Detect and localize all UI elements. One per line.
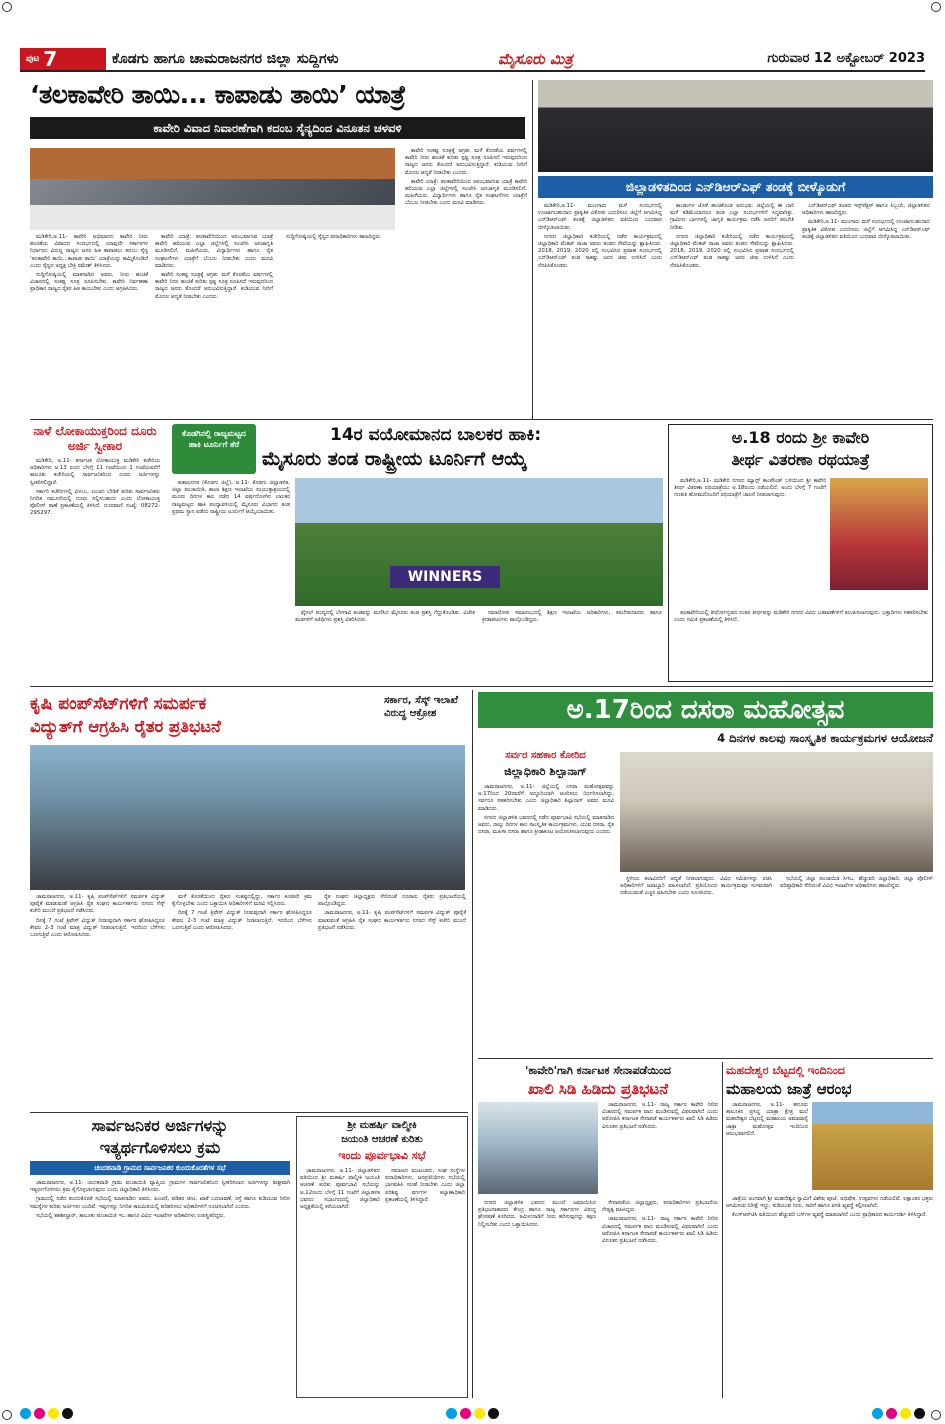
story11-body: ಚಾಮರಾಜನಗರ, ಅ.11- ಜಿಲ್ಲಾಡಳಿತದ ವತಿಯಿಂದ ಶ್ರೀ ಮಹರ್ಷಿ ವಾಲ್ಮೀಕಿ ಜಯಂತಿ ಆಚರಣೆ ಕುರಿತು ಪೂರ್ವಭಾವಿ ಸಭೆಯನ್ನು ಅ.12ರಂದು ಬೆಳಗ್ಗೆ 11 ಗಂಟೆಗೆ ಜಿಲ್ಲಾಡಳಿತ ಭವನದ ಸಭಾಂಗಣದಲ್ಲಿ ಜಿಲ್ಲಾಧಿಕಾರಿ ಅಧ್ಯಕ್ಷತೆಯಲ್ಲಿ ಕರೆಯಲಾಗಿದೆ.: [300, 1168, 380, 1211]
story10-headline-line2: ಇತ್ಯರ್ಥಗೊಳಿಸಲು ಕ್ರಮ: [99, 1138, 221, 1157]
story8-headline-line2: ಖಾಲಿ ಸಿಡಿ ಹಿಡಿದು ಪ್ರತಿಭಟನೆ: [527, 1080, 669, 1098]
vertical-divider: [532, 80, 533, 419]
registration-mark: [2, 2, 12, 12]
story4-body-col2: ಫೈನಲ್ ಪಂದ್ಯದಲ್ಲಿ ಬೆಳಗಾವಿ ತಂಡವನ್ನು ಮಣಿಸಿದ ಮೈಸೂರು ತಂಡ ಪ್ರಶಸ್ತಿ ಗೆದ್ದುಕೊಂಡಿತು. ವಿಜೇತ ತಂಡಗಳಿಗೆ ಅತಿಥಿಗಳು ಪ್ರಶಸ್ತಿ ವಿತರಿಸಿದರು.: [295, 610, 475, 624]
story6-body-col2: ಮಳೆ ಕೊರತೆಯಿಂದ ರೈತರು ಸಂಕಷ್ಟದಲ್ಲಿದ್ದು, ಸರ್ಕಾರ ಕೂಡಲೇ ಕ್ರಮ ಕೈಗೊಳ್ಳಬೇಕು ಎಂದು ಒತ್ತಾಯಿಸಿ ಅಧಿಕಾರಿಗಳಿಗೆ ಮನವಿ ಸಲ್ಲಿಸಿದರು. ದಿನಕ್ಕೆ 7 ಗಂಟೆ ತ್ರಿಫೇಸ್ ವಿದ್ಯುತ್ ನೀಡುವುದಾಗಿ ಸರ್ಕಾರ ಘೋಷಿಸಿದ್ದರೂ ಕೇವಲ 2-3 ಗಂಟೆ ಮಾತ್ರ ವಿದ್ಯುತ್ ನೀಡಲಾಗುತ್ತಿದೆ. ಇದರಿಂದ ಬೆಳೆಗಳು ಒಣಗುತ್ತಿವೆ ಎಂದು ಆರೋಪಿಸಿದರು.: [172, 894, 312, 931]
story7-body-col3: ಸಭೆಯಲ್ಲಿ ಜಿಲ್ಲಾ ಪಂಚಾಯಿತಿ ಸಿಇಒ, ಹೆಚ್ಚುವರಿ ಜಿಲ್ಲಾಧಿಕಾರಿ, ಜಿಲ್ಲಾ ಪೊಲೀಸ್ ವರಿಷ್ಠಾಧಿಕಾರಿ ಸೇರಿದಂತೆ ವಿವಿಧ ಇಲಾಖೆಗಳ ಅಧಿಕಾರಿಗಳು ಹಾಜರಿದ್ದರು.: [780, 876, 933, 890]
story5-body-col2: ತಲಕಾವೇರಿಯಲ್ಲಿ ತೀರ್ಥೋದ್ಭವದ ನಂತರ ತೀರ್ಥವನ್ನು ಮಡಿಕೇರಿ ನಗರದ ವಿವಿಧ ಬಡಾವಣೆಗಳಿಗೆ ತಲುಪಿಸಲಾಗುವುದು. ಭಕ್ತಾದಿಗಳು ಸಹಕರಿಸಬೇಕು ಎಂದು ಸಮಿತಿ ಪ್ರಕಟಣೆಯಲ್ಲಿ ತಿಳಿಸಿದೆ.: [674, 610, 928, 624]
story11-body-col2: ಸಮಾಜದ ಮುಖಂಡರು, ಸಂಘ ಸಂಸ್ಥೆಗಳ ಪದಾಧಿಕಾರಿಗಳು, ಜನಪ್ರತಿನಿಧಿಗಳು ಸಭೆಯಲ್ಲಿ ಭಾಗವಹಿಸಿ ಸಲಹೆ ನೀಡಬೇಕು ಎಂದು ಜಿಲ್ಲಾ ಪರಿಶಿಷ್ಟ ವರ್ಗಗಳ ಕಲ್ಯಾಣಾಧಿಕಾರಿ ಪ್ರಕಟಣೆಯಲ್ಲಿ ತಿಳಿಸಿದ್ದಾರೆ.: [385, 1168, 465, 1203]
story5-headline-line2: ತೀರ್ಥ ವಿತರಣಾ ರಥಯಾತ್ರೆ: [731, 450, 870, 469]
story10-kicker: ಚಂದಕವಾಡಿ ಗ್ರಾಮದ ಸಾರ್ವಜನಿಕರ ಕುಂದುಕೊರತೆಗಳ ಸಭೆ: [30, 1161, 290, 1175]
story1-body: ಮಡಿಕೇರಿ,ಅ.11- ಕಾವೇರಿ ಅಭಿಮಾನದ ಕಾವೇರಿ ನೀರು ಹಂಚಿಕೆಯ ವಿವಾದದ ಸಂದರ್ಭದಲ್ಲಿ ಯಾವುದೇ ಸರ್ಕಾರಗಳ ನಿರ್ಧಾರದ ವಿರುದ್ಧ ರಾಜ್ಯದ ಜನರ ಹಿತ ಕಾಪಾಡಲು ಕದಂಬ ಸೈನ್ಯ 'ತಲಕಾವೇರಿ ತಾಯಿ...ಕಾಪಾಡು ತಾಯಿ' ಯಾತ್ರೆಯನ್ನು ಹಮ್ಮಿಕೊಂಡಿದೆ ಎಂದು ಸೈನ್ಯದ ಅಧ್ಯಕ್ಷ ಬೇಕ್ರಿ ರಮೇಶ್ ತಿಳಿಸಿದರು. ಸುದ್ದಿಗೋಷ್ಠಿಯಲ್ಲಿ ಮಾತನಾಡಿದ ಅವರು, ನೀರು ಹಂಚಿಕೆ ವಿಚಾರದಲ್ಲಿ ಸಂಕಷ್ಟ ಸೂತ್ರ ರೂಪಿಸಬೇಕು. ಕಾವೇರಿ ನಿರ್ವಹಣಾ ಪ್ರಾಧಿಕಾರ ರಾಜ್ಯದ ರೈತರ ಹಿತ ಕಾಯಬೇಕು ಎಂದು ಆಗ್ರಹಿಸಿದರು.: [30, 234, 148, 293]
color-swatch-strip: [20, 1406, 925, 1420]
divider: [30, 1112, 468, 1113]
masthead: ಮೈಸೂರು ಮಿತ್ರ: [498, 50, 573, 68]
story4-body: ಕುಶಾಲನಗರ (ಕೊಡಗು ಜಿಲ್ಲೆ), ಅ.11- ಕೊಡಗು ಜಿಲ್ಲಾಡಳಿತ, ಜಿಲ್ಲಾ ಪಂಚಾಯಿತಿ, ಶಾಲಾ ಶಿಕ್ಷಣ ಇಲಾಖೆಯ ಸಂಯುಕ್ತಾಶ್ರಯದಲ್ಲಿ ಮೂರು ದಿನಗಳ ಕಾಲ ನಡೆದ 14 ವರ್ಷದೊಳಗಿನ ಬಾಲಕರ ರಾಜ್ಯಮಟ್ಟದ ಹಾಕಿ ಪಂದ್ಯಾವಳಿಯಲ್ಲಿ ಮೈಸೂರು ವಿಭಾಗದ ತಂಡ ಪ್ರಥಮ ಸ್ಥಾನ ಪಡೆದು ರಾಷ್ಟ್ರೀಯ ಟೂರ್ನಿಗೆ ಆಯ್ಕೆಯಾಯಿತು.: [172, 480, 290, 515]
story9-body: ಚಾಮರಾಜನಗರ, ಅ.11- ಹನೂರು ತಾಲೂಕಿನ ಪ್ರಸಿದ್ಧ ಯಾತ್ರಾ ಕ್ಷೇತ್ರ ಮಲೆ ಮಹದೇಶ್ವರ ಬೆಟ್ಟದಲ್ಲಿ ಮಹಾಲಯ ಅಮಾವಾಸ್ಯೆ ಜಾತ್ರಾ ಮಹೋತ್ಸವ ಇಂದಿನಿಂದ ಆರಂಭವಾಗಲಿದೆ.: [726, 1102, 808, 1137]
story6-headline-line2: ವಿದ್ಯುತ್‌ಗೆ ಆಗ್ರಹಿಸಿ ರೈತರ ಪ್ರತಿಭಟನೆ: [30, 717, 221, 736]
page-number-box: [20, 48, 106, 70]
divider: [478, 1058, 933, 1059]
story7-kicker-line1: ಸರ್ವರ ಸಹಕಾರ ಕೋರಿದ: [505, 750, 586, 761]
story8-body: ಚಾಮರಾಜನಗರ, ಅ.11- ರಾಜ್ಯ ಸರ್ಕಾರ ಕಾವೇರಿ ನೀರಿನ ವಿಚಾರದಲ್ಲಿ ಸಮರ್ಪಕ ವಾದ ಮಂಡಿಸುವಲ್ಲಿ ವಿಫಲವಾಗಿದೆ ಎಂದು ಆರೋಪಿಸಿ ಕರ್ನಾಟಕ ಸೇನಾಪಡೆ ಕಾರ್ಯಕರ್ತರು ಖಾಲಿ ಸಿಡಿ ಹಿಡಿದು ವಿನೂತನ ಪ್ರತಿಭಟನೆ ನಡೆಸಿದರು.: [602, 1102, 718, 1130]
page-number: 7: [43, 47, 58, 71]
story4-headline-line1: 14ರ ವಯೋಮಾನದ ಬಾಲಕರ ಹಾಕಿ:: [330, 425, 542, 445]
story2-body-col3: ಎನ್‌ಡಿಆರ್‌ಎಫ್ ತಂಡದ ಇನ್ಸ್‌ಪೆಕ್ಟರ್ ಹಾಗೂ ಸಿಬ್ಬಂದಿ, ಜಿಲ್ಲಾಡಳಿತದ ಅಧಿಕಾರಿಗಳು ಹಾಜರಿದ್ದರು. ಮಡಿಕೇರಿ,ಅ.11- ಮುಂಗಾರು ಮಳೆ ಸಂದರ್ಭದಲ್ಲಿ ಉಂಟಾಗಬಹುದಾದ ಪ್ರಾಕೃತಿಕ ವಿಕೋಪ ಎದುರಿಸಲು ಜಿಲ್ಲೆಗೆ ಆಗಮಿಸಿದ್ದ ಎನ್‌ಡಿಆರ್‌ಎಫ್ ತಂಡಕ್ಕೆ ಜಿಲ್ಲಾಡಳಿತದ ವತಿಯಿಂದ ಬುಧವಾರ ಬೀಳ್ಕೊಡಲಾಯಿತು.: [802, 203, 930, 240]
story1-body-col3: ಸುದ್ದಿಗೋಷ್ಠಿಯಲ್ಲಿ ಸೈನ್ಯದ ಪದಾಧಿಕಾರಿಗಳು ಹಾಜರಿದ್ದರು.: [286, 234, 382, 240]
story2-body-col2: ಕಾಂಡಂಗಳ ಜೊತೆ ಹಂಚಿಕೊಂಡ ಅನುಭವ: ಜಿಲ್ಲೆಯಲ್ಲಿ ಈ ಬಾರಿ ಮಳೆ ಕಡಿಮೆಯಾದರೂ ತಂಡ ಎಲ್ಲಾ ಸಂದರ್ಭಗಳಿಗೆ ಸಿದ್ಧವಾಗಿತ್ತು. ಗ್ರಾಮೀಣ ಭಾಗಗಳಲ್ಲಿ ಜಾಗೃತಿ ಕಾರ್ಯಕ್ರಮ ನಡೆಸಿ ಜನರಿಗೆ ತರಬೇತಿ ನೀಡಿತು. ನಗರದ ಜಿಲ್ಲಾಧಿಕಾರಿ ಕಚೇರಿಯಲ್ಲಿ ನಡೆದ ಕಾರ್ಯಕ್ರಮದಲ್ಲಿ ಜಿಲ್ಲಾಧಿಕಾರಿ ವೆಂಕಟ್ ರಾಜಾ ಅವರು ತಂಡದ ಸೇವೆಯನ್ನು ಶ್ಲಾಘಿಸಿದರು. 2018, 2019, 2020 ರಲ್ಲಿ ಸಂಭವಿಸಿದ ಪ್ರವಾಹ ಸಂದರ್ಭದಲ್ಲಿ ಎನ್‌ಡಿಆರ್‌ಎಫ್ ತಂಡ ಸಾಕಷ್ಟು ಜನರ ಜೀವ ಉಳಿಸಿದೆ ಎಂದು ನೆನಪಿಸಿಕೊಂಡರು.: [670, 203, 794, 269]
story4-kicker: ಕೊಡಗಿನಲ್ಲಿ ರಾಜ್ಯಮಟ್ಟದ ಹಾಕಿ ಟೂರ್ನಿಗೆ ತೆರೆ: [172, 424, 256, 474]
story3-headline: ನಾಳೆ ಲೋಕಾಯುಕ್ತರಿಂದ ದೂರು ಅರ್ಜಿ ಸ್ವೀಕಾರ: [33, 424, 157, 453]
story10-body: ಚಾಮರಾಜನಗರ, ಅ.11- ಚಂದಕವಾಡಿ ಗ್ರಾಮ ಪಂಚಾಯಿತಿ ವ್ಯಾಪ್ತಿಯ ಗ್ರಾಮಗಳ ಸಾರ್ವಜನಿಕರಿಂದ ಸ್ವೀಕರಿಸಲಾದ ಅರ್ಜಿಗಳನ್ನು ಶೀಘ್ರವಾಗಿ ಇತ್ಯರ್ಥಗೊಳಿಸಲು ಕ್ರಮ ಕೈಗೊಳ್ಳಲಾಗುವುದು ಎಂದು ಜಿಲ್ಲಾಧಿಕಾರಿ ತಿಳಿಸಿದರು. ಗ್ರಾಮದಲ್ಲಿ ನಡೆದ ಕುಂದುಕೊರತೆ ಸಭೆಯಲ್ಲಿ ಮಾತನಾಡಿದ ಅವರು, ಪಿಂಚಣಿ, ಪಡಿತರ ಚೀಟಿ, ಖಾತೆ ಬದಲಾವಣೆ, ರಸ್ತೆ ಹಾಗೂ ಕುಡಿಯುವ ನೀರಿನ ಸಮಸ್ಯೆಗಳ ಕುರಿತು ಅರ್ಜಿಗಳು ಬಂದಿವೆ. ಇವುಗಳನ್ನು ನಿಗದಿತ ಕಾಲಮಿತಿಯಲ್ಲಿ ಪರಿಹರಿಸಲು ಅಧಿಕಾರಿಗಳಿಗೆ ಸೂಚಿಸಲಾಗಿದೆ ಎಂದರು. ಸಭೆಯಲ್ಲಿ ತಹಶೀಲ್ದಾರ್, ತಾಲೂಕು ಪಂಚಾಯಿತಿ ಇಒ ಹಾಗೂ ವಿವಿಧ ಇಲಾಖೆಗಳ ಅಧಿಕಾರಿಗಳು ಉಪಸ್ಥಿತರಿದ್ದರು.: [30, 1180, 290, 1219]
temple-tower-photo: [812, 1102, 933, 1190]
story8-headline-line1: 'ಕಾವೇರಿ'ಗಾಗಿ ಕರ್ನಾಟಕ ಸೇನಾಪಡೆಯಿಂದ: [524, 1064, 672, 1077]
story4-body-col3: ಸಮಾರೋಪ ಸಮಾರಂಭದಲ್ಲಿ ಶಿಕ್ಷಣ ಇಲಾಖೆಯ ಅಧಿಕಾರಿಗಳು, ತರಬೇತುದಾರರು ಹಾಗೂ ಕ್ರೀಡಾಪಟುಗಳು ಪಾಲ್ಗೊಂಡಿದ್ದರು.: [482, 610, 662, 624]
press-meet-photo: [30, 148, 395, 230]
story7-headline: ಅ.17ರಿಂದ ದಸರಾ ಮಹೋತ್ಸವ: [478, 692, 933, 728]
story7-body-col2: ಸ್ಥಳೀಯ ಕಲಾವಿದರಿಗೆ ಆದ್ಯತೆ ನೀಡಲಾಗುವುದು. ವಿವಿಧ ಸಮಿತಿಗಳನ್ನು ರಚಿಸಿ ಅಧಿಕಾರಿಗಳಿಗೆ ಜವಾಬ್ದಾರಿ ವಹಿಸಲಾಗಿದೆ. ಪ್ರತಿಯೊಂದು ಕಾರ್ಯಕ್ರಮವೂ ಸುಗಮವಾಗಿ ನಡೆಯುವಂತೆ ಎಚ್ಚರ ವಹಿಸಬೇಕು ಎಂದು ಸೂಚಿಸಿದರು.: [620, 876, 772, 897]
story6-headline-line1: ಕೃಷಿ ಪಂಪ್‌ಸೆಟ್‌ಗಳಿಗೆ ಸಮರ್ಪಕ: [30, 694, 207, 714]
story7-body: ಚಾಮರಾಜನಗರ, ಅ.11- ಜಿಲ್ಲೆಯಲ್ಲಿ ದಸರಾ ಮಹೋತ್ಸವವನ್ನು ಅ.17ರಿಂದ 20ರವರೆಗೆ ಅದ್ದೂರಿಯಾಗಿ ಆಚರಿಸಲು ನಿರ್ಧರಿಸಲಾಗಿದ್ದು, ಸರ್ವರೂ ಸಹಕರಿಸಬೇಕು ಎಂದು ಜಿಲ್ಲಾಧಿಕಾರಿ ಶಿಲ್ಪಾನಾಗ್ ಅವರು ಮನವಿ ಮಾಡಿದರು. ನಗರದ ಜಿಲ್ಲಾಡಳಿತ ಭವನದಲ್ಲಿ ನಡೆದ ಪೂರ್ವಭಾವಿ ಸಭೆಯಲ್ಲಿ ಮಾತನಾಡಿದ ಅವರು, ನಾಲ್ಕು ದಿನಗಳ ಕಾಲ ಸಾಂಸ್ಕೃತಿಕ ಕಾರ್ಯಕ್ರಮಗಳು, ಯುವ ದಸರಾ, ರೈತ ದಸರಾ, ಮಹಿಳಾ ದಸರಾ ಹಾಗೂ ಕ್ರೀಡಾಕೂಟ ಆಯೋಜಿಸಲಾಗುವುದು ಎಂದರು.: [478, 784, 614, 836]
story11-headline-line1: ಶ್ರೀ ಮಹರ್ಷಿ ವಾಲ್ಮೀಕಿ: [347, 1120, 417, 1131]
story8-body-col3: ಸೇನಾಪಡೆಯ ಜಿಲ್ಲಾಧ್ಯಕ್ಷರು, ಪದಾಧಿಕಾರಿಗಳು ಪ್ರತಿಭಟನೆಯ ನೇತೃತ್ವ ವಹಿಸಿದ್ದರು. ಚಾಮರಾಜನಗರ, ಅ.11- ರಾಜ್ಯ ಸರ್ಕಾರ ಕಾವೇರಿ ನೀರಿನ ವಿಚಾರದಲ್ಲಿ ಸಮರ್ಪಕ ವಾದ ಮಂಡಿಸುವಲ್ಲಿ ವಿಫಲವಾಗಿದೆ ಎಂದು ಆರೋಪಿಸಿ ಕರ್ನಾಟಕ ಸೇನಾಪಡೆ ಕಾರ್ಯಕರ್ತರು ಖಾಲಿ ಸಿಡಿ ಹಿಡಿದು ವಿನೂತನ ಪ್ರತಿಭಟನೆ ನಡೆಸಿದರು.: [602, 1200, 718, 1245]
story1-headline: ‘ತಲಕಾವೇರಿ ತಾಯಿ... ಕಾಪಾಡು ತಾಯಿ’ ಯಾತ್ರೆ: [30, 80, 406, 109]
page-label: ಪುಟ: [26, 54, 40, 64]
story2-headline: ಜಿಲ್ಲಾಡಳಿತದಿಂದ ಎನ್‌ಡಿಆರ್‌ಎಫ್ ತಂಡಕ್ಕೆ ಬೀಳ್ಕೊಡುಗೆ: [538, 176, 933, 198]
story9-headline-line2: ಮಹಾಲಯ ಜಾತ್ರೆ ಆರಂಭ: [726, 1080, 852, 1098]
issue-date: ಗುರುವಾರ 12 ಅಕ್ಟೋಬರ್ 2023: [767, 51, 925, 66]
story1-body-col4: ಕಾವೇರಿ ಸಂಕಷ್ಟ ಸೂತ್ರಕ್ಕೆ ಆಗ್ರಹ: ಮಳೆ ಕೊರತೆಯ ವರ್ಷಗಳಲ್ಲಿ ಕಾವೇರಿ ನೀರು ಹಂಚಿಕೆ ಕುರಿತು ಸ್ಪಷ್ಟ ಸೂತ್ರ ರೂಪಿಸದೆ ಇರುವುದರಿಂದ ರಾಜ್ಯದ ಜನರು ತೊಂದರೆ ಅನುಭವಿಸುತ್ತಿದ್ದಾರೆ. ಕುಡಿಯುವ ನೀರಿಗೆ ಮೊದಲ ಆದ್ಯತೆ ನೀಡಬೇಕು ಎಂದರು. ಕಾವೇರಿ ಯಾತ್ರೆ: ತಲಕಾವೇರಿಯಿಂದ ಆರಂಭವಾಗುವ ಯಾತ್ರೆ ಕಾವೇರಿ ಹರಿಯುವ ಎಲ್ಲಾ ಜಿಲ್ಲೆಗಳಲ್ಲಿ ಸಂಚರಿಸಿ ಜನಜಾಗೃತಿ ಮೂಡಿಸಲಿದೆ. ಮಹಿಳೆಯರು, ವಿದ್ಯಾರ್ಥಿಗಳು ಹಾಗೂ ರೈತ ಸಂಘಟನೆಗಳು ಯಾತ್ರೆಗೆ ಬೆಂಬಲ ನೀಡಬೇಕು ಎಂದು ಮನವಿ ಮಾಡಿದರು.: [405, 148, 527, 207]
story1-subhead: ಕಾವೇರಿ ವಿವಾದ ನಿವಾರಣೆಗಾಗಿ ಕದಂಬ ಸೈನ್ಯದಿಂದ ವಿನೂತನ ಚಳವಳಿ: [30, 117, 525, 139]
story7-subhead: 4 ದಿನಗಳ ಕಾಲವು ಸಾಂಸ್ಕೃತಿಕ ಕಾರ್ಯಕ್ರಮಗಳ ಆಯೋಜನೆ: [717, 731, 933, 745]
story7-kicker-line2: ಜಿಲ್ಲಾಧಿಕಾರಿ ಶಿಲ್ಪಾನಾಗ್: [504, 765, 587, 778]
ndrf-team-photo: [538, 80, 933, 172]
hockey-winners-photo: [295, 478, 663, 606]
story9-headline-line1: ಮಹದೇಶ್ವರ ಬೆಟ್ಟದಲ್ಲಿ ಇಂದಿನಿಂದ: [726, 1064, 845, 1077]
section-title: ಕೊಡಗು ಹಾಗೂ ಚಾಮರಾಜನಗರ ಜಿಲ್ಲಾ ಸುದ್ದಿಗಳು: [112, 51, 339, 67]
story2-body: ಮಡಿಕೇರಿ,ಅ.11- ಮುಂಗಾರು ಮಳೆ ಸಂದರ್ಭದಲ್ಲಿ ಉಂಟಾಗಬಹುದಾದ ಪ್ರಾಕೃತಿಕ ವಿಕೋಪ ಎದುರಿಸಲು ಜಿಲ್ಲೆಗೆ ಆಗಮಿಸಿದ್ದ ಎನ್‌ಡಿಆರ್‌ಎಫ್ ತಂಡಕ್ಕೆ ಜಿಲ್ಲಾಡಳಿತದ ವತಿಯಿಂದ ಬುಧವಾರ ಬೀಳ್ಕೊಡಲಾಯಿತು. ನಗರದ ಜಿಲ್ಲಾಧಿಕಾರಿ ಕಚೇರಿಯಲ್ಲಿ ನಡೆದ ಕಾರ್ಯಕ್ರಮದಲ್ಲಿ ಜಿಲ್ಲಾಧಿಕಾರಿ ವೆಂಕಟ್ ರಾಜಾ ಅವರು ತಂಡದ ಸೇವೆಯನ್ನು ಶ್ಲಾಘಿಸಿದರು. 2018, 2019, 2020 ರಲ್ಲಿ ಸಂಭವಿಸಿದ ಪ್ರವಾಹ ಸಂದರ್ಭದಲ್ಲಿ ಎನ್‌ಡಿಆರ್‌ಎಫ್ ತಂಡ ಸಾಕಷ್ಟು ಜನರ ಜೀವ ಉಳಿಸಿದೆ ಎಂದು ನೆನಪಿಸಿಕೊಂಡರು.: [538, 203, 662, 269]
story5-headline-line1: ಅ.18 ರಂದು ಶ್ರೀ ಕಾವೇರಿ: [731, 428, 870, 447]
farmers-protest-photo: [30, 745, 465, 890]
story11-headline-line2: ಜಯಂತಿ ಆಚರಣೆ ಕುರಿತು: [341, 1134, 423, 1145]
story3-body: ಮಡಿಕೇರಿ, ಅ.11- ಕರ್ನಾಟಕ ಲೋಕಾಯುಕ್ತ ಮಡಿಕೇರಿ ಕಚೇರಿಯ ಅಧಿಕಾರಿಗಳು ಅ.13 ರಂದು ಬೆಳಗ್ಗೆ 11 ಗಂಟೆಯಿಂದ 1 ಗಂಟೆಯವರೆಗೆ ತಾಲೂಕು ಕಚೇರಿಯಲ್ಲಿ ಸಾರ್ವಜನಿಕರಿಂದ ದೂರು ಅರ್ಜಿಗಳನ್ನು ಸ್ವೀಕರಿಸಲಿದ್ದಾರೆ. ಸರ್ಕಾರಿ ಕಚೇರಿಗಳಲ್ಲಿ ವಿಳಂಬ, ಲಂಚದ ಬೇಡಿಕೆ ಕುರಿತು ಸಾರ್ವಜನಿಕರು ನಿಗದಿತ ನಮೂನೆಯಲ್ಲಿ ದೂರು ಸಲ್ಲಿಸಬಹುದು ಎಂದು ಲೋಕಾಯುಕ್ತ ಪೊಲೀಸ್ ಠಾಣೆ ಪ್ರಕಟಣೆಯಲ್ಲಿ ತಿಳಿಸಿದೆ. ದೂರವಾಣಿ ಸಂಖ್ಯೆ: 08272-295297.: [30, 458, 160, 517]
story8-body-col2: ನಗರದ ಜಿಲ್ಲಾಡಳಿತ ಭವನದ ಮುಂದೆ ಜಮಾಯಿಸಿದ ಪ್ರತಿಭಟನಾಕಾರರು ಕೇಂದ್ರ ಹಾಗೂ ರಾಜ್ಯ ಸರ್ಕಾರಗಳ ವಿರುದ್ಧ ಘೋಷಣೆ ಕೂಗಿದರು. ತಮಿಳುನಾಡಿಗೆ ನೀರು ಹರಿಸುವುದನ್ನು ತಕ್ಷಣ ನಿಲ್ಲಿಸಬೇಕು ಎಂದು ಒತ್ತಾಯಿಸಿದರು.: [478, 1200, 596, 1228]
registration-mark: [2, 1410, 12, 1420]
story4-headline-line2: ಮೈಸೂರು ತಂಡ ರಾಷ್ಟ್ರೀಯ ಟೂರ್ನಿಗೆ ಆಯ್ಕೆ: [262, 448, 528, 470]
page-header: [20, 48, 925, 72]
story6-sidebar: ಸರ್ಕಾರ, ಸೆಸ್ಕ್ ಇಲಾಖೆ ವಿರುದ್ಧ ಆಕ್ರೋಶ: [384, 695, 458, 719]
divider: [30, 686, 933, 687]
story11-headline-line3: ಇಂದು ಪೂರ್ವಭಾವಿ ಸಭೆ: [338, 1149, 426, 1162]
vertical-divider: [722, 1062, 723, 1398]
story5-body: ಮಡಿಕೇರಿ,ಅ.11- ಮಡಿಕೇರಿ ನಗರದ ಮ್ಯಾನ್ಸ್ ಕಾಂಪೌಂಡ್ ಬಳಿಯಿಂದ ಶ್ರೀ ಕಾವೇರಿ ತೀರ್ಥ ವಿತರಣಾ ರಥಯಾತ್ರೆಯು ಅ.18ರಂದು ನಡೆಯಲಿದೆ. ಅಂದು ಬೆಳಗ್ಗೆ 7 ಗಂಟೆಗೆ ಗಣಪತಿ ಹೋಮದೊಂದಿಗೆ ರಥಯಾತ್ರೆಗೆ ಚಾಲನೆ ನೀಡಲಾಗುವುದು.: [674, 478, 826, 499]
story1-body-col2: ಕಾವೇರಿ ಯಾತ್ರೆ: ತಲಕಾವೇರಿಯಿಂದ ಆರಂಭವಾಗುವ ಯಾತ್ರೆ ಕಾವೇರಿ ಹರಿಯುವ ಎಲ್ಲಾ ಜಿಲ್ಲೆಗಳಲ್ಲಿ ಸಂಚರಿಸಿ ಜನಜಾಗೃತಿ ಮೂಡಿಸಲಿದೆ. ಮಹಿಳೆಯರು, ವಿದ್ಯಾರ್ಥಿಗಳು ಹಾಗೂ ರೈತ ಸಂಘಟನೆಗಳು ಯಾತ್ರೆಗೆ ಬೆಂಬಲ ನೀಡಬೇಕು ಎಂದು ಮನವಿ ಮಾಡಿದರು. ಕಾವೇರಿ ಸಂಕಷ್ಟ ಸೂತ್ರಕ್ಕೆ ಆಗ್ರಹ: ಮಳೆ ಕೊರತೆಯ ವರ್ಷಗಳಲ್ಲಿ ಕಾವೇರಿ ನೀರು ಹಂಚಿಕೆ ಕುರಿತು ಸ್ಪಷ್ಟ ಸೂತ್ರ ರೂಪಿಸದೆ ಇರುವುದರಿಂದ ರಾಜ್ಯದ ಜನರು ತೊಂದರೆ ಅನುಭವಿಸುತ್ತಿದ್ದಾರೆ. ಕುಡಿಯುವ ನೀರಿಗೆ ಮೊದಲ ಆದ್ಯತೆ ನೀಡಬೇಕು ಎಂದರು.: [155, 234, 273, 300]
story6-body-col3: ರೈತ ಸಂಘದ ಜಿಲ್ಲಾಧ್ಯಕ್ಷರು ಸೇರಿದಂತೆ ನೂರಾರು ರೈತರು ಪ್ರತಿಭಟನೆಯಲ್ಲಿ ಪಾಲ್ಗೊಂಡಿದ್ದರು. ಚಾಮರಾಜನಗರ, ಅ.11- ಕೃಷಿ ಪಂಪ್‌ಸೆಟ್‌ಗಳಿಗೆ ಸಮರ್ಪಕ ವಿದ್ಯುತ್ ಪೂರೈಕೆ ಮಾಡುವಂತೆ ಆಗ್ರಹಿಸಿ ರೈತ ಸಂಘದ ಕಾರ್ಯಕರ್ತರು ನಗರದ ಸೆಸ್ಕ್ ಕಚೇರಿ ಮುಂದೆ ಪ್ರತಿಭಟನೆ ನಡೆಸಿದರು.: [318, 894, 466, 931]
kaveri-idol-photo: [830, 478, 928, 590]
protest-cd-photo: [478, 1102, 598, 1194]
vertical-divider: [472, 690, 473, 1398]
winners-banner: WINNERS: [390, 566, 500, 588]
divider: [30, 419, 933, 420]
story6-body: ಚಾಮರಾಜನಗರ, ಅ.11- ಕೃಷಿ ಪಂಪ್‌ಸೆಟ್‌ಗಳಿಗೆ ಸಮರ್ಪಕ ವಿದ್ಯುತ್ ಪೂರೈಕೆ ಮಾಡುವಂತೆ ಆಗ್ರಹಿಸಿ ರೈತ ಸಂಘದ ಕಾರ್ಯಕರ್ತರು ನಗರದ ಸೆಸ್ಕ್ ಕಚೇರಿ ಮುಂದೆ ಪ್ರತಿಭಟನೆ ನಡೆಸಿದರು. ದಿನಕ್ಕೆ 7 ಗಂಟೆ ತ್ರಿಫೇಸ್ ವಿದ್ಯುತ್ ನೀಡುವುದಾಗಿ ಸರ್ಕಾರ ಘೋಷಿಸಿದ್ದರೂ ಕೇವಲ 2-3 ಗಂಟೆ ಮಾತ್ರ ವಿದ್ಯುತ್ ನೀಡಲಾಗುತ್ತಿದೆ. ಇದರಿಂದ ಬೆಳೆಗಳು ಒಣಗುತ್ತಿವೆ ಎಂದು ಆರೋಪಿಸಿದರು.: [30, 894, 165, 939]
registration-mark: [931, 2, 941, 12]
dasara-meeting-photo: [620, 752, 933, 872]
registration-mark: [931, 1410, 941, 1420]
story10-headline-line1: ಸಾರ್ವಜನಿಕರ ಅರ್ಜಿಗಳನ್ನು: [91, 1116, 229, 1135]
story9-body-col2: ಜಾತ್ರೆಯ ಅಂಗವಾಗಿ ಶ್ರೀ ಮಹದೇಶ್ವರ ಸ್ವಾಮಿಗೆ ವಿಶೇಷ ಪೂಜೆ, ಅಭಿಷೇಕ, ಉತ್ಸವಗಳು ನಡೆಯಲಿವೆ. ಲಕ್ಷಾಂತರ ಭಕ್ತರು ಆಗಮಿಸುವ ನಿರೀಕ್ಷೆ ಇದ್ದು, ಕುಡಿಯುವ ನೀರು, ಸಾರಿಗೆ ಹಾಗೂ ವಸತಿ ವ್ಯವಸ್ಥೆ ಕಲ್ಪಿಸಲಾಗಿದೆ. ಕೆಎಸ್‌ಆರ್‌ಟಿಸಿ ವತಿಯಿಂದ ಹೆಚ್ಚುವರಿ ಬಸ್‌ಗಳ ವ್ಯವಸ್ಥೆ ಮಾಡಲಾಗಿದೆ ಎಂದು ಪ್ರಾಧಿಕಾರದ ಕಾರ್ಯದರ್ಶಿ ತಿಳಿಸಿದ್ದಾರೆ.: [726, 1196, 933, 1219]
